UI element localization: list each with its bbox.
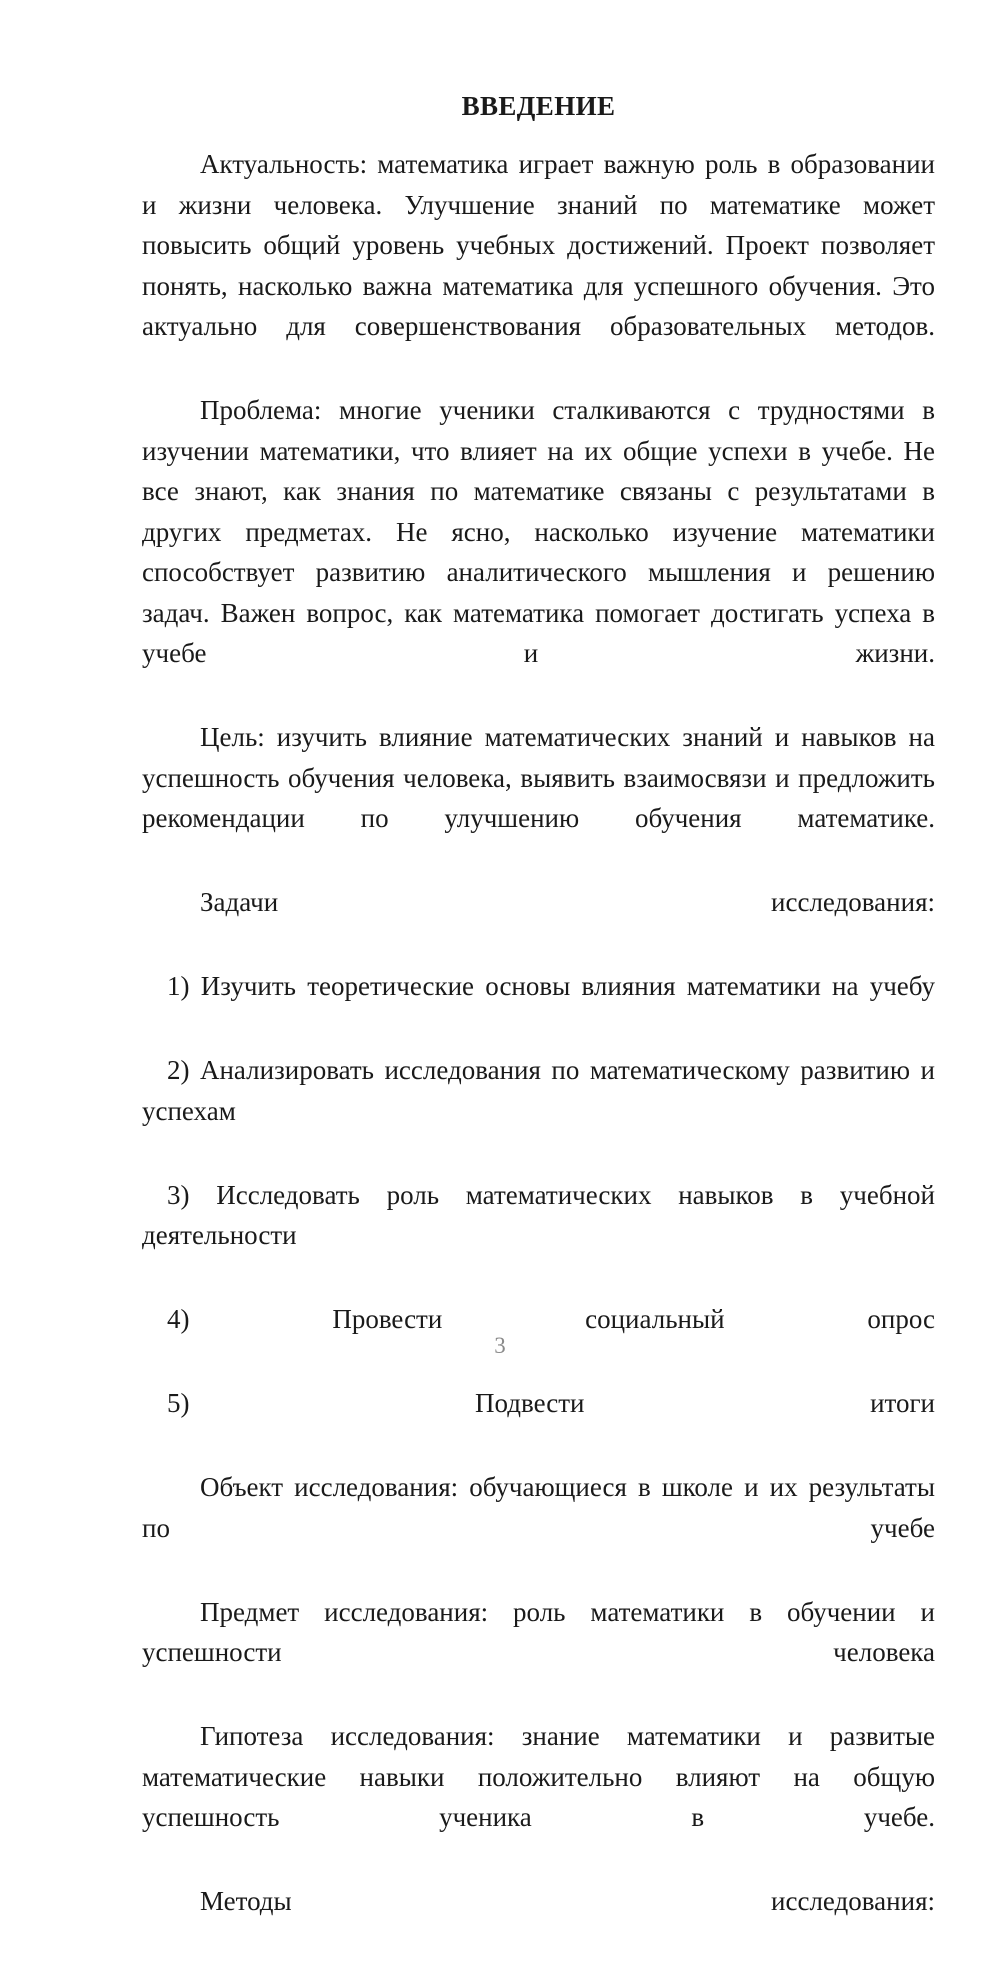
list-item: 4) Провести социальный опрос bbox=[167, 1304, 935, 1335]
paragraph-problem: Проблема: многие ученики сталкиваются с трудностями в изучении математики, что влияет на их общие успехи в учебе. Не все знают, как знания по математике связаны с результатами в других предметах. Не ясно, насколько изучение математики способствует развитию аналитического мышления и решению задач. Важен вопрос, как математика помогает достигать успеха в учебе и жизни. bbox=[142, 395, 935, 669]
paragraph-relevance: Актуальность: математика играет важную роль в образовании и жизни человека. Улучшение знаний по математике может повысить общий уровень учебных достижений. Проект позволяет понять, насколько важна математика для успешного обучения. Это актуально для совершенствования образовательных методов. bbox=[142, 149, 935, 342]
list-item: 5) Подвести итоги bbox=[167, 1388, 935, 1419]
tasks-list bbox=[142, 966, 935, 1464]
page-number: 3 bbox=[494, 1333, 506, 1358]
page-title: ВВЕДЕНИЕ bbox=[461, 91, 616, 121]
paragraph-subject: Предмет исследования: роль математики в обучении и успешности человека bbox=[142, 1596, 935, 1668]
document-body bbox=[142, 88, 935, 1965]
list-item: 3) Исследовать роль математических навыков в учебной деятельности bbox=[142, 1179, 935, 1251]
tasks-label: Задачи исследования: bbox=[200, 887, 935, 918]
list-item: 2) Анализировать исследования по математическому развитию и успехам bbox=[142, 1055, 935, 1126]
paragraph-goal: Цель: изучить влияние математических знаний и навыков на успешность обучения человека, выявить взаимосвязи и предложить рекомендации по улучшению обучения математике. bbox=[142, 722, 935, 834]
methods-label: Методы исследования: bbox=[200, 1886, 935, 1917]
paragraph-object: Объект исследования: обучающиеся в школе и их результаты по учебе bbox=[142, 1472, 935, 1543]
list-item: 1) Изучить теоретические основы влияния математики на учебу bbox=[167, 971, 935, 1002]
paragraph-hypothesis: Гипотеза исследования: знание математики и развитые математические навыки положительно влияют на общую успешность ученика в учебе. bbox=[142, 1721, 935, 1833]
